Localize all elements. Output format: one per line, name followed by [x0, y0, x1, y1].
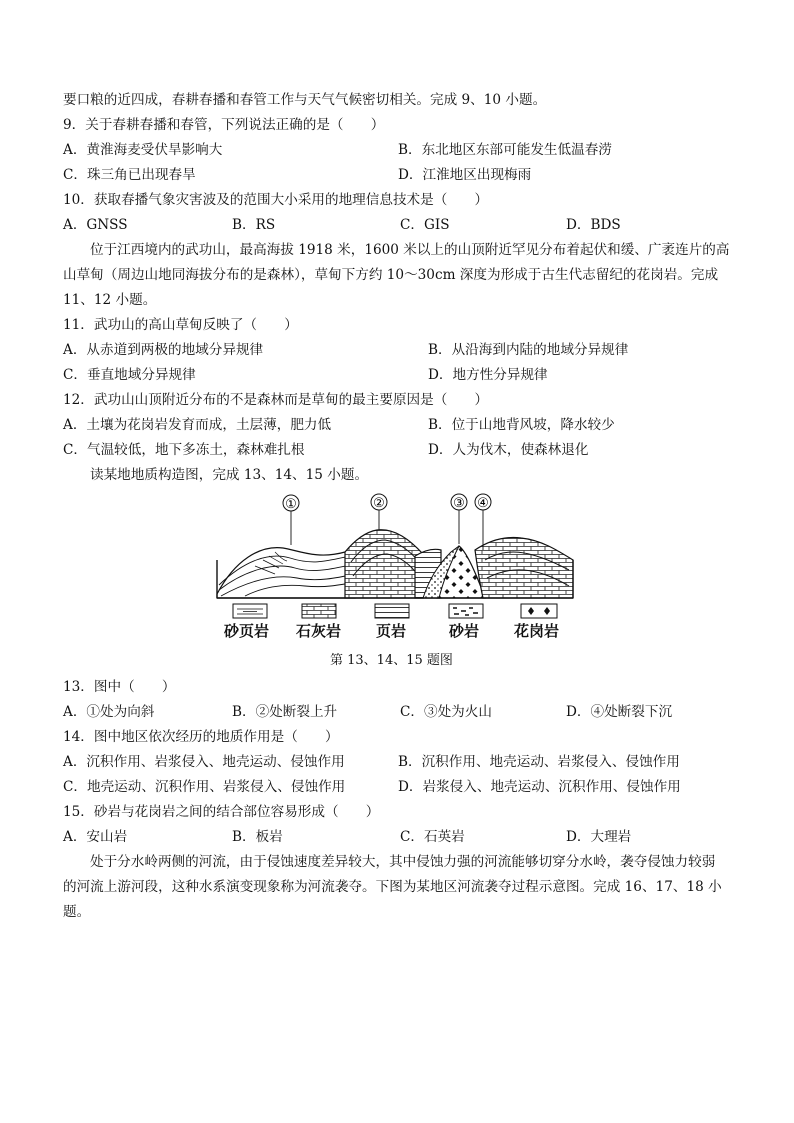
marker-1-label: ① [285, 497, 297, 512]
question-11-option-b: B．从沿海到内陆的地域分异规律 [428, 342, 629, 358]
question-13-option-c: C．③处为火山 [400, 704, 492, 720]
question-14-stem: 14．图中地区依次经历的地质作用是（ ） [63, 729, 339, 745]
question-9-option-d: D．江淮地区出现梅雨 [398, 167, 532, 183]
question-10-option-d: D．BDS [566, 217, 621, 233]
legend-label-sandstone: 砂岩 [449, 622, 480, 640]
question-14-option-a: A．沉积作用、岩浆侵入、地壳运动、侵蚀作用 [63, 754, 345, 770]
question-10-option-b: B．RS [232, 217, 276, 233]
question-14-option-d: D．岩浆侵入、地壳运动、沉积作用、侵蚀作用 [398, 779, 681, 795]
passage-wugong-line-3: 11、12 小题。 [63, 292, 157, 308]
marker-2 [371, 494, 387, 530]
passage-wugong-line-1: 位于江西境内的武功山，最高海拔 1918 米，1600 米以上的山顶附近罕见分布着起伏和缓、广袤连片的高 [90, 242, 730, 258]
question-15-option-d: D．大理岩 [566, 829, 632, 845]
legend-swatch-granite [521, 604, 557, 618]
marker-3-label: ③ [453, 496, 465, 511]
question-10-option-c: C．GIS [400, 217, 450, 233]
question-9-option-b: B．东北地区东部可能发生低温春涝 [398, 142, 612, 158]
question-12-option-a: A．土壤为花岗岩发育而成，土层薄，肥力低 [63, 417, 332, 433]
passage-river-capture-line-1: 处于分水岭两侧的河流，由于侵蚀速度差异较大，其中侵蚀力强的河流能够切穿分水岭，袭夺侵蚀力较弱 [90, 854, 716, 870]
question-9-stem: 9．关于春耕春播和春管，下列说法正确的是（ ） [63, 117, 385, 133]
passage-river-capture-line-3: 题。 [63, 904, 91, 920]
question-10-stem: 10．获取春播气象灾害波及的范围大小采用的地理信息技术是（ ） [63, 192, 489, 208]
question-13-option-d: D．④处断裂下沉 [566, 704, 673, 720]
passage-intro-tail: 要口粮的近四成，春耕春播和春管工作与天气气候密切相关。完成 9、10 小题。 [63, 92, 547, 108]
legend-swatch-sandy-shale [233, 604, 267, 618]
question-14-option-b: B．沉积作用、地壳运动、岩浆侵入、侵蚀作用 [398, 754, 680, 770]
question-11-stem: 11．武功山的高山草甸反映了（ ） [63, 317, 298, 333]
marker-4 [475, 494, 491, 550]
question-13-option-a: A．①处为向斜 [63, 704, 155, 720]
legend [233, 604, 557, 618]
geology-cross-section-figure [205, 490, 585, 670]
question-15-stem: 15．砂岩与花岗岩之间的结合部位容易形成（ ） [63, 804, 380, 820]
question-13-stem: 13．图中（ ） [63, 679, 176, 695]
figure-caption: 第 13、14、15 题图 [330, 653, 453, 668]
question-9-option-c: C．珠三角已出现春旱 [63, 167, 196, 183]
question-12-option-d: D．人为伐木，使森林退化 [428, 442, 589, 458]
question-12-option-c: C．气温较低，地下多冻土，森林难扎根 [63, 442, 305, 458]
question-11-option-d: D．地方性分异规律 [428, 367, 548, 383]
question-12-stem: 12．武功山山顶附近分布的不是森林而是草甸的最主要原因是（ ） [63, 392, 489, 408]
question-15-option-c: C．石英岩 [400, 829, 465, 845]
marker-2-label: ② [373, 496, 385, 511]
question-11-option-c: C．垂直地域分异规律 [63, 367, 196, 383]
legend-label-limestone: 石灰岩 [296, 622, 342, 640]
question-14-option-c: C．地壳运动、沉积作用、岩浆侵入、侵蚀作用 [63, 779, 346, 795]
question-9-option-a: A．黄淮海麦受伏旱影响大 [63, 142, 223, 158]
passage-geology-intro: 读某地地质构造图，完成 13、14、15 小题。 [90, 467, 369, 483]
legend-label-granite: 花岗岩 [514, 622, 560, 640]
marker-1 [283, 495, 299, 545]
question-10-option-a: A．GNSS [63, 217, 128, 233]
question-12-option-b: B．位于山地背风坡，降水较少 [428, 417, 615, 433]
question-15-option-b: B．板岩 [232, 829, 283, 845]
legend-swatch-shale [375, 604, 409, 618]
passage-river-capture-line-2: 的河流上游河段，这种水系演变现象称为河流袭夺。下图为某地区河流袭夺过程示意图。完成 16、17、18 小 [63, 879, 722, 895]
legend-swatch-limestone [302, 604, 336, 618]
question-13-option-b: B．②处断裂上升 [232, 704, 338, 720]
marker-4-label: ④ [477, 496, 489, 511]
question-15-option-a: A．安山岩 [63, 829, 128, 845]
passage-wugong-line-2: 山草甸（周边山地同海拔分布的是森林），草甸下方约 10～30cm 深度为形成于古生代志留纪的花岗岩。完成 [63, 267, 719, 283]
legend-label-sandy-shale: 砂页岩 [224, 622, 270, 640]
rock-strata [217, 530, 573, 598]
question-11-option-a: A．从赤道到两极的地域分异规律 [63, 342, 264, 358]
marker-3 [451, 494, 467, 544]
legend-label-shale: 页岩 [376, 622, 407, 640]
